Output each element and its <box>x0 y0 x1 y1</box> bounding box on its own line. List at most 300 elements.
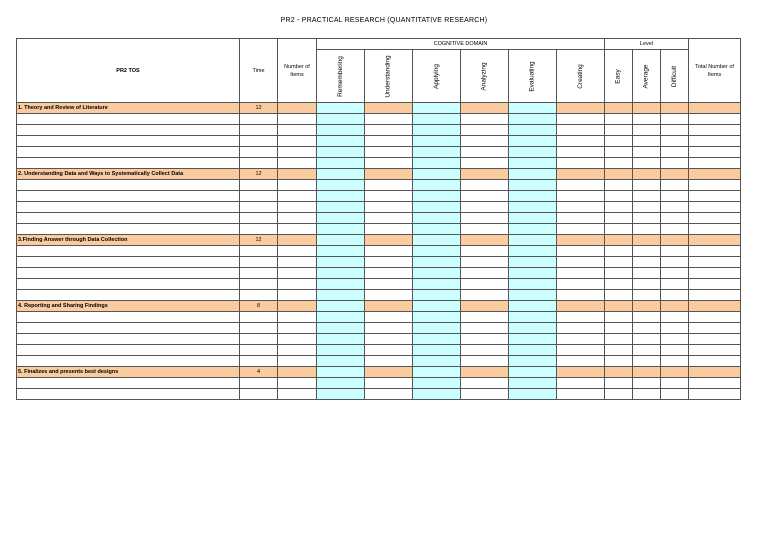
table-cell <box>509 235 557 246</box>
table-cell <box>413 224 461 235</box>
table-cell <box>689 103 741 114</box>
table-cell <box>413 180 461 191</box>
table-cell <box>461 224 509 235</box>
table-cell <box>317 169 365 180</box>
table-cell <box>557 103 605 114</box>
table-cell <box>278 345 317 356</box>
table-cell <box>461 158 509 169</box>
table-cell <box>461 125 509 136</box>
table-cell <box>661 136 689 147</box>
table-cell <box>689 268 741 279</box>
table-cell <box>605 158 633 169</box>
table-cell <box>413 213 461 224</box>
table-cell <box>633 301 661 312</box>
table-cell <box>365 125 413 136</box>
table-cell <box>461 323 509 334</box>
table-cell <box>557 147 605 158</box>
table-cell <box>509 268 557 279</box>
table-cell <box>605 103 633 114</box>
table-cell <box>633 323 661 334</box>
table-cell <box>317 312 365 323</box>
table-cell <box>317 235 365 246</box>
table-cell <box>557 345 605 356</box>
table-cell <box>509 202 557 213</box>
table-cell <box>689 367 741 378</box>
table-cell <box>689 356 741 367</box>
table-cell <box>661 356 689 367</box>
topic-time: 12 <box>240 169 278 180</box>
table-cell <box>461 257 509 268</box>
table-cell <box>278 389 317 400</box>
table-cell <box>557 389 605 400</box>
table-cell <box>365 312 413 323</box>
table-cell <box>461 312 509 323</box>
table-cell <box>240 114 278 125</box>
table-cell <box>413 125 461 136</box>
table-cell <box>17 114 240 125</box>
table-row <box>17 356 741 367</box>
table-cell <box>365 224 413 235</box>
total-number-of-items-header: Total Number of Items <box>689 39 741 103</box>
table-cell <box>689 389 741 400</box>
table-cell <box>17 268 240 279</box>
table-cell <box>661 246 689 257</box>
topic-row <box>17 301 741 312</box>
table-cell <box>17 356 240 367</box>
table-cell <box>509 246 557 257</box>
table-cell <box>509 136 557 147</box>
table-cell <box>461 279 509 290</box>
table-cell <box>278 136 317 147</box>
table-row <box>17 334 741 345</box>
table-cell <box>557 290 605 301</box>
table-cell <box>461 213 509 224</box>
cognitive-domain-header: COGNITIVE DOMAIN <box>317 39 605 50</box>
table-cell <box>661 290 689 301</box>
table-cell <box>413 191 461 202</box>
topic-label: 4. Reporting and Sharing Findings <box>17 301 240 312</box>
table-row <box>17 378 741 389</box>
table-cell <box>661 158 689 169</box>
table-cell <box>509 334 557 345</box>
table-cell <box>605 323 633 334</box>
table-cell <box>17 180 240 191</box>
table-row <box>17 257 741 268</box>
table-cell <box>240 345 278 356</box>
table-cell <box>689 213 741 224</box>
table-cell <box>413 389 461 400</box>
table-cell <box>661 334 689 345</box>
topic-row <box>17 367 741 378</box>
topic-row <box>17 169 741 180</box>
table-cell <box>557 356 605 367</box>
table-cell <box>605 301 633 312</box>
table-cell <box>278 246 317 257</box>
table-cell <box>689 136 741 147</box>
table-cell <box>17 147 240 158</box>
table-cell <box>317 290 365 301</box>
table-cell <box>365 213 413 224</box>
table-cell <box>661 378 689 389</box>
table-cell <box>557 235 605 246</box>
table-cell <box>557 202 605 213</box>
table-cell <box>605 169 633 180</box>
table-cell <box>509 158 557 169</box>
table-cell <box>317 158 365 169</box>
table-cell <box>317 334 365 345</box>
table-row <box>17 158 741 169</box>
table-row <box>17 279 741 290</box>
table-cell <box>317 367 365 378</box>
table-cell <box>461 103 509 114</box>
table-cell <box>17 334 240 345</box>
page-title: PR2 - PRACTICAL RESEARCH (QUANTITATIVE RESEARCH) <box>280 17 488 24</box>
table-cell <box>509 103 557 114</box>
table-cell <box>278 213 317 224</box>
table-cell <box>557 125 605 136</box>
table-cell <box>605 268 633 279</box>
table-cell <box>633 169 661 180</box>
table-cell <box>278 180 317 191</box>
table-cell <box>17 213 240 224</box>
table-cell <box>413 312 461 323</box>
table-cell <box>661 213 689 224</box>
table-row <box>17 389 741 400</box>
table-cell <box>605 125 633 136</box>
table-cell <box>605 378 633 389</box>
table-cell <box>240 257 278 268</box>
table-cell <box>633 235 661 246</box>
table-cell <box>689 235 741 246</box>
table-cell <box>689 290 741 301</box>
table-cell <box>365 246 413 257</box>
table-cell <box>661 345 689 356</box>
table-cell <box>240 147 278 158</box>
table-cell <box>461 202 509 213</box>
table-cell <box>317 191 365 202</box>
table-cell <box>461 114 509 125</box>
analyzing-header: Analyzing <box>461 50 509 103</box>
doc-title: PR2 TOS <box>17 39 240 103</box>
table-cell <box>689 191 741 202</box>
table-cell <box>365 367 413 378</box>
table-cell <box>557 136 605 147</box>
table-cell <box>661 103 689 114</box>
table-cell <box>557 224 605 235</box>
table-cell <box>689 257 741 268</box>
table-cell <box>365 103 413 114</box>
table-cell <box>317 301 365 312</box>
topic-label: 5. Finalizes and presents best designs <box>17 367 240 378</box>
table-cell <box>633 103 661 114</box>
table-cell <box>240 224 278 235</box>
table-cell <box>278 235 317 246</box>
table-cell <box>509 345 557 356</box>
table-row <box>17 136 741 147</box>
table-cell <box>17 136 240 147</box>
table-row <box>17 114 741 125</box>
difficult-header: Difficult <box>661 50 689 103</box>
table-cell <box>509 389 557 400</box>
table-cell <box>17 323 240 334</box>
table-cell <box>365 202 413 213</box>
table-cell <box>413 378 461 389</box>
table-cell <box>557 323 605 334</box>
table-cell <box>413 235 461 246</box>
table-cell <box>365 114 413 125</box>
table-cell <box>661 202 689 213</box>
table-cell <box>17 158 240 169</box>
remembering-header: Remembering <box>317 50 365 103</box>
table-cell <box>605 389 633 400</box>
table-cell <box>278 224 317 235</box>
table-cell <box>633 202 661 213</box>
table-cell <box>633 290 661 301</box>
table-cell <box>557 334 605 345</box>
table-cell <box>278 290 317 301</box>
table-cell <box>240 356 278 367</box>
table-cell <box>365 136 413 147</box>
table-cell <box>557 213 605 224</box>
table-cell <box>633 389 661 400</box>
table-cell <box>661 180 689 191</box>
tos-table <box>16 38 741 400</box>
table-cell <box>278 312 317 323</box>
table-cell <box>509 290 557 301</box>
table-cell <box>240 125 278 136</box>
table-cell <box>689 114 741 125</box>
table-cell <box>17 378 240 389</box>
table-cell <box>317 356 365 367</box>
table-cell <box>689 169 741 180</box>
table-cell <box>278 301 317 312</box>
table-cell <box>17 191 240 202</box>
table-cell <box>689 334 741 345</box>
table-cell <box>605 367 633 378</box>
understanding-header: Understanding <box>365 50 413 103</box>
table-row <box>17 202 741 213</box>
table-cell <box>17 246 240 257</box>
table-cell <box>633 367 661 378</box>
table-row <box>17 125 741 136</box>
table-cell <box>240 246 278 257</box>
table-cell <box>605 345 633 356</box>
table-row <box>17 147 741 158</box>
table-cell <box>278 334 317 345</box>
table-cell <box>633 279 661 290</box>
table-cell <box>461 180 509 191</box>
table-cell <box>509 191 557 202</box>
table-cell <box>317 224 365 235</box>
table-cell <box>413 301 461 312</box>
table-cell <box>633 191 661 202</box>
table-cell <box>365 169 413 180</box>
table-row <box>17 246 741 257</box>
number-of-items-header: Number of Items <box>278 39 317 103</box>
topic-time: 12 <box>240 235 278 246</box>
creating-header: Creating <box>557 50 605 103</box>
table-cell <box>557 257 605 268</box>
table-cell <box>17 125 240 136</box>
table-cell <box>317 345 365 356</box>
average-header: Average <box>633 50 661 103</box>
table-cell <box>413 290 461 301</box>
table-cell <box>509 279 557 290</box>
table-cell <box>557 180 605 191</box>
table-cell <box>509 114 557 125</box>
table-cell <box>509 378 557 389</box>
table-cell <box>661 235 689 246</box>
table-row <box>17 312 741 323</box>
table-cell <box>365 191 413 202</box>
table-cell <box>365 389 413 400</box>
table-cell <box>413 323 461 334</box>
table-cell <box>365 257 413 268</box>
table-cell <box>413 103 461 114</box>
table-cell <box>461 378 509 389</box>
table-cell <box>365 378 413 389</box>
table-cell <box>633 213 661 224</box>
table-cell <box>689 180 741 191</box>
table-cell <box>413 246 461 257</box>
table-row <box>17 290 741 301</box>
table-cell <box>278 268 317 279</box>
table-cell <box>278 378 317 389</box>
table-cell <box>17 389 240 400</box>
table-cell <box>413 114 461 125</box>
table-cell <box>17 290 240 301</box>
table-cell <box>317 213 365 224</box>
table-cell <box>240 389 278 400</box>
table-cell <box>17 312 240 323</box>
table-cell <box>661 257 689 268</box>
table-cell <box>317 378 365 389</box>
topic-label: 1. Theory and Review of Literature <box>17 103 240 114</box>
table-cell <box>605 356 633 367</box>
table-cell <box>509 323 557 334</box>
table-cell <box>557 268 605 279</box>
table-cell <box>461 136 509 147</box>
table-row <box>17 191 741 202</box>
applying-header: Applying <box>413 50 461 103</box>
table-cell <box>317 279 365 290</box>
table-cell <box>509 180 557 191</box>
table-cell <box>278 147 317 158</box>
table-cell <box>661 301 689 312</box>
table-cell <box>689 301 741 312</box>
table-cell <box>240 334 278 345</box>
table-cell <box>605 235 633 246</box>
table-cell <box>461 334 509 345</box>
table-cell <box>509 169 557 180</box>
table-cell <box>317 147 365 158</box>
table-cell <box>413 334 461 345</box>
table-cell <box>317 257 365 268</box>
topic-label: 2. Understanding Data and Ways to Systematically Collect Data <box>17 169 240 180</box>
table-cell <box>605 334 633 345</box>
table-cell <box>240 378 278 389</box>
table-cell <box>317 323 365 334</box>
table-cell <box>365 356 413 367</box>
table-cell <box>689 312 741 323</box>
table-cell <box>605 224 633 235</box>
table-cell <box>317 246 365 257</box>
table-cell <box>661 224 689 235</box>
table-cell <box>278 356 317 367</box>
table-cell <box>509 301 557 312</box>
table-cell <box>240 290 278 301</box>
table-cell <box>633 334 661 345</box>
table-cell <box>17 257 240 268</box>
table-cell <box>317 180 365 191</box>
table-cell <box>461 235 509 246</box>
table-cell <box>413 169 461 180</box>
evaluating-header: Evaluating <box>509 50 557 103</box>
table-cell <box>661 125 689 136</box>
table-cell <box>413 279 461 290</box>
table-cell <box>365 180 413 191</box>
table-cell <box>661 114 689 125</box>
table-row <box>17 323 741 334</box>
table-cell <box>413 356 461 367</box>
table-cell <box>689 125 741 136</box>
table-cell <box>240 202 278 213</box>
table-cell <box>461 356 509 367</box>
table-cell <box>240 323 278 334</box>
level-header: Level <box>605 39 689 50</box>
table-cell <box>413 147 461 158</box>
table-cell <box>509 213 557 224</box>
table-cell <box>689 378 741 389</box>
table-cell <box>461 290 509 301</box>
table-cell <box>689 345 741 356</box>
table-cell <box>689 279 741 290</box>
table-cell <box>633 356 661 367</box>
table-cell <box>365 279 413 290</box>
table-cell <box>605 114 633 125</box>
table-cell <box>557 378 605 389</box>
table-cell <box>461 246 509 257</box>
topic-row <box>17 235 741 246</box>
time-header: Time <box>240 39 278 103</box>
table-cell <box>365 334 413 345</box>
table-cell <box>557 279 605 290</box>
table-cell <box>689 147 741 158</box>
table-cell <box>509 224 557 235</box>
table-cell <box>605 290 633 301</box>
table-cell <box>557 169 605 180</box>
table-cell <box>461 268 509 279</box>
table-cell <box>557 301 605 312</box>
table-cell <box>557 367 605 378</box>
table-cell <box>633 345 661 356</box>
table-row <box>17 268 741 279</box>
table-cell <box>17 224 240 235</box>
table-cell <box>605 246 633 257</box>
table-cell <box>689 158 741 169</box>
table-cell <box>365 301 413 312</box>
table-cell <box>278 202 317 213</box>
table-cell <box>633 125 661 136</box>
table-cell <box>17 202 240 213</box>
table-cell <box>240 180 278 191</box>
table-row <box>17 213 741 224</box>
table-cell <box>633 257 661 268</box>
topic-time: 12 <box>240 103 278 114</box>
table-cell <box>17 345 240 356</box>
table-cell <box>633 312 661 323</box>
table-cell <box>413 345 461 356</box>
